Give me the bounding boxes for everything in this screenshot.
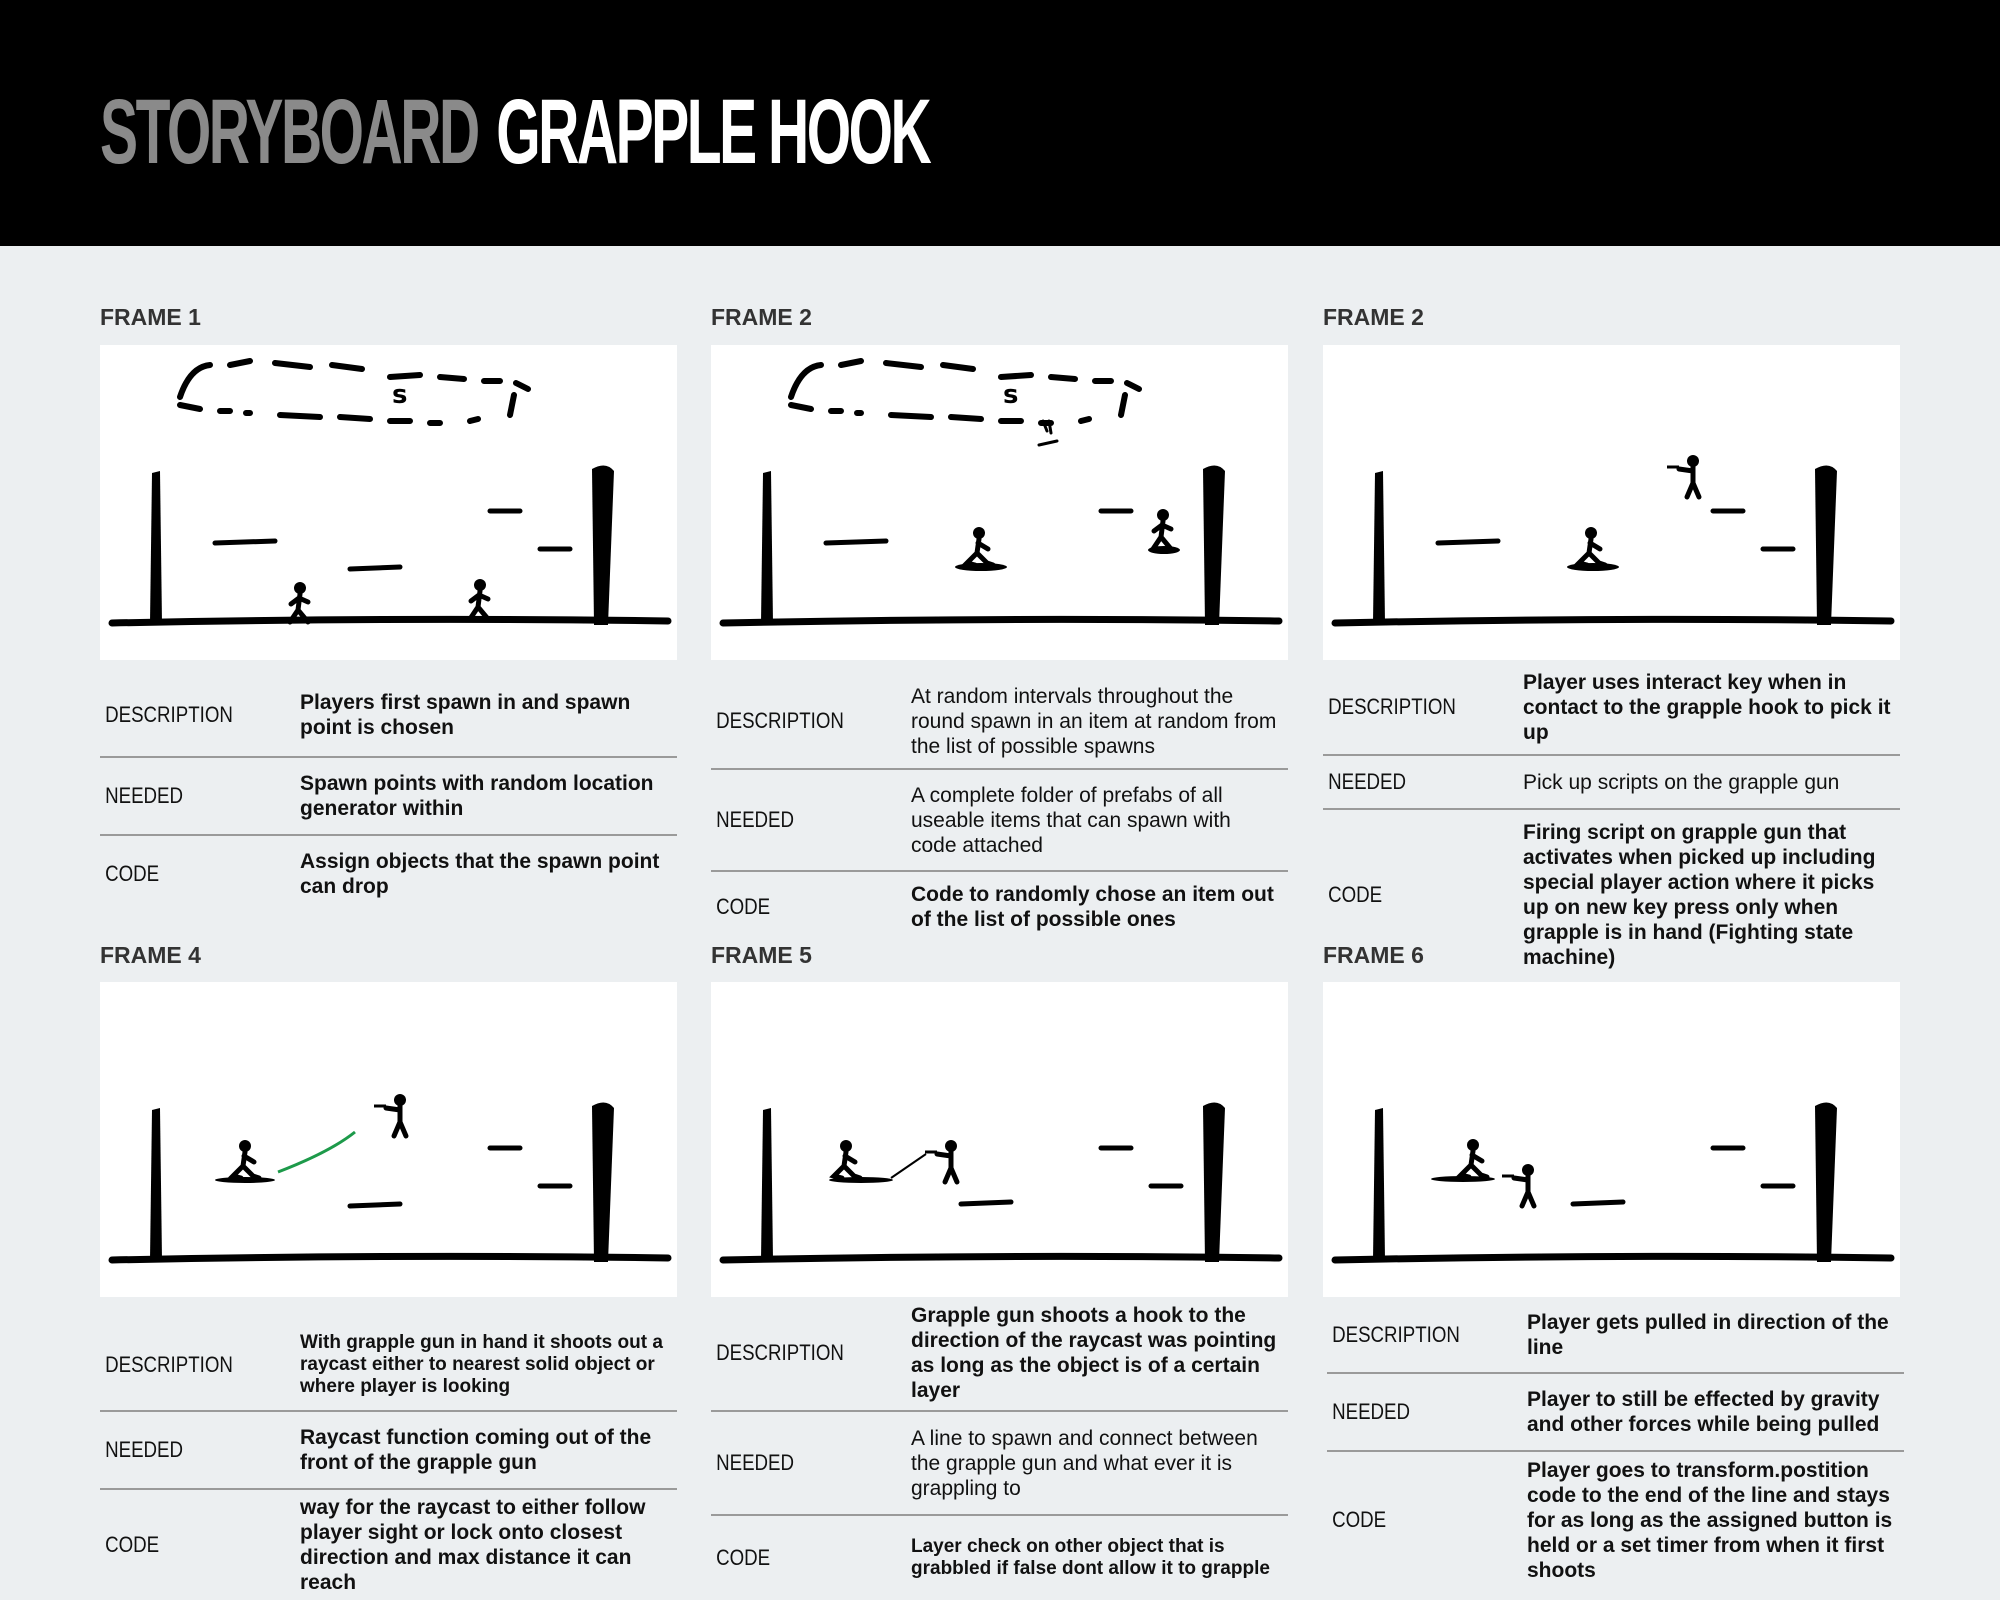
- title-storyboard: STORYBOARD: [100, 81, 478, 183]
- frame-2-description-row: [711, 674, 1288, 770]
- row-value: Player uses interact key when in contact to the grapple hook to pick it up: [1523, 670, 1891, 744]
- frame-3-sketch: [1323, 345, 1900, 660]
- row-key: NEEDED: [716, 1450, 795, 1475]
- frame-2-code-row: [711, 872, 1288, 942]
- row-key: CODE: [105, 861, 160, 886]
- row-value: Player gets pulled in direction of the line: [1527, 1311, 1889, 1359]
- frame-2-needed-row: [711, 770, 1288, 872]
- frame-6-code-row: [1327, 1452, 1904, 1588]
- frame-1-code-row: [100, 836, 677, 912]
- frame-2-sketch: [711, 345, 1288, 660]
- row-value: Spawn points with random location generator within: [300, 772, 654, 820]
- frame-6-needed-row: [1327, 1374, 1904, 1452]
- row-key: DESCRIPTION: [105, 1352, 233, 1377]
- frame-1-table: [100, 674, 677, 912]
- row-value: At random intervals throughout the round spawn in an item at random from the list of possible spawns: [911, 684, 1277, 758]
- row-value: way for the raycast to either follow player sight or lock onto closest direction and max distance it can reach: [300, 1496, 646, 1594]
- frame-5-needed-row: [711, 1412, 1288, 1516]
- frame-2-table: [711, 674, 1288, 942]
- frame-6-label: FRAME 6: [1323, 942, 1424, 968]
- row-key: NEEDED: [716, 807, 795, 832]
- frame-4-sketch: [100, 982, 677, 1297]
- frame-5-sketch: [711, 982, 1288, 1297]
- row-key: DESCRIPTION: [1328, 694, 1456, 719]
- row-value: Layer check on other object that is grabbled if false dont allow it to grapple: [911, 1536, 1270, 1579]
- row-key: NEEDED: [1332, 1399, 1411, 1424]
- frame-3-table: [1323, 660, 1900, 980]
- row-key: NEEDED: [105, 1437, 184, 1462]
- row-value: Player goes to transform.postition code to the end of the line and stays for as long as the assigned button is held or a set timer from when it first shoots: [1527, 1458, 1893, 1582]
- frame-5-table: [711, 1296, 1288, 1600]
- row-value: Raycast function coming out of the front of the grapple gun: [300, 1426, 652, 1474]
- row-key: CODE: [716, 894, 771, 919]
- frame-2-label: FRAME 2: [711, 304, 812, 330]
- row-value: Firing script on grapple gun that activates when picked up including special player action where it picks up on new key press only when grapple is in hand (Fighting state machine): [1523, 821, 1876, 969]
- frame-5-code-row: [711, 1516, 1288, 1600]
- row-value: Player to still be effected by gravity and other forces while being pulled: [1527, 1388, 1880, 1436]
- frame-3-needed-row: [1323, 756, 1900, 810]
- page-title: [100, 82, 929, 182]
- row-value: Pick up scripts on the grapple gun: [1523, 770, 1840, 794]
- frame-6-table: [1327, 1298, 1904, 1588]
- frame-5-label: FRAME 5: [711, 942, 812, 968]
- row-key: DESCRIPTION: [716, 708, 844, 733]
- frame-5-description-row: [711, 1296, 1288, 1412]
- frame-4-needed-row: [100, 1412, 677, 1490]
- frame-4-description-row: [100, 1320, 677, 1412]
- frame-6-sketch: [1323, 982, 1900, 1297]
- row-value: A complete folder of prefabs of all useable items that can spawn with code attached: [911, 783, 1231, 857]
- row-key: CODE: [105, 1532, 160, 1557]
- row-value: A line to spawn and connect between the grapple gun and what ever it is grappling to: [911, 1426, 1258, 1500]
- frame-1-sketch: [100, 345, 677, 660]
- row-value: Grapple gun shoots a hook to the direction of the raycast was pointing as long as the object is of a certain layer: [911, 1304, 1277, 1402]
- row-value: Code to randomly chose an item out of the list of possible ones: [911, 883, 1274, 931]
- header-bar: [0, 0, 2000, 246]
- row-key: NEEDED: [1328, 769, 1407, 794]
- row-key: DESCRIPTION: [716, 1340, 844, 1365]
- row-key: CODE: [1328, 882, 1383, 907]
- frame-3-description-row: [1323, 660, 1900, 756]
- frame-4-label: FRAME 4: [100, 942, 201, 968]
- row-key: DESCRIPTION: [1332, 1322, 1460, 1347]
- row-key: CODE: [716, 1545, 771, 1570]
- frame-6-description-row: [1327, 1298, 1904, 1374]
- row-value: Assign objects that the spawn point can drop: [300, 850, 660, 898]
- frame-1-label: FRAME 1: [100, 304, 201, 330]
- frame-1-description-row: [100, 674, 677, 758]
- frame-1-needed-row: [100, 758, 677, 836]
- frame-4-code-row: [100, 1490, 677, 1600]
- row-key: DESCRIPTION: [105, 702, 233, 727]
- row-value: Players first spawn in and spawn point is chosen: [300, 691, 631, 739]
- title-grapple-hook: GRAPPLE HOOK: [496, 81, 930, 183]
- row-key: CODE: [1332, 1507, 1387, 1532]
- row-key: NEEDED: [105, 783, 184, 808]
- frame-3-label: FRAME 2: [1323, 304, 1424, 330]
- row-value: With grapple gun in hand it shoots out a raycast either to nearest solid object or where player is looking: [300, 1332, 663, 1397]
- frame-4-table: [100, 1320, 677, 1600]
